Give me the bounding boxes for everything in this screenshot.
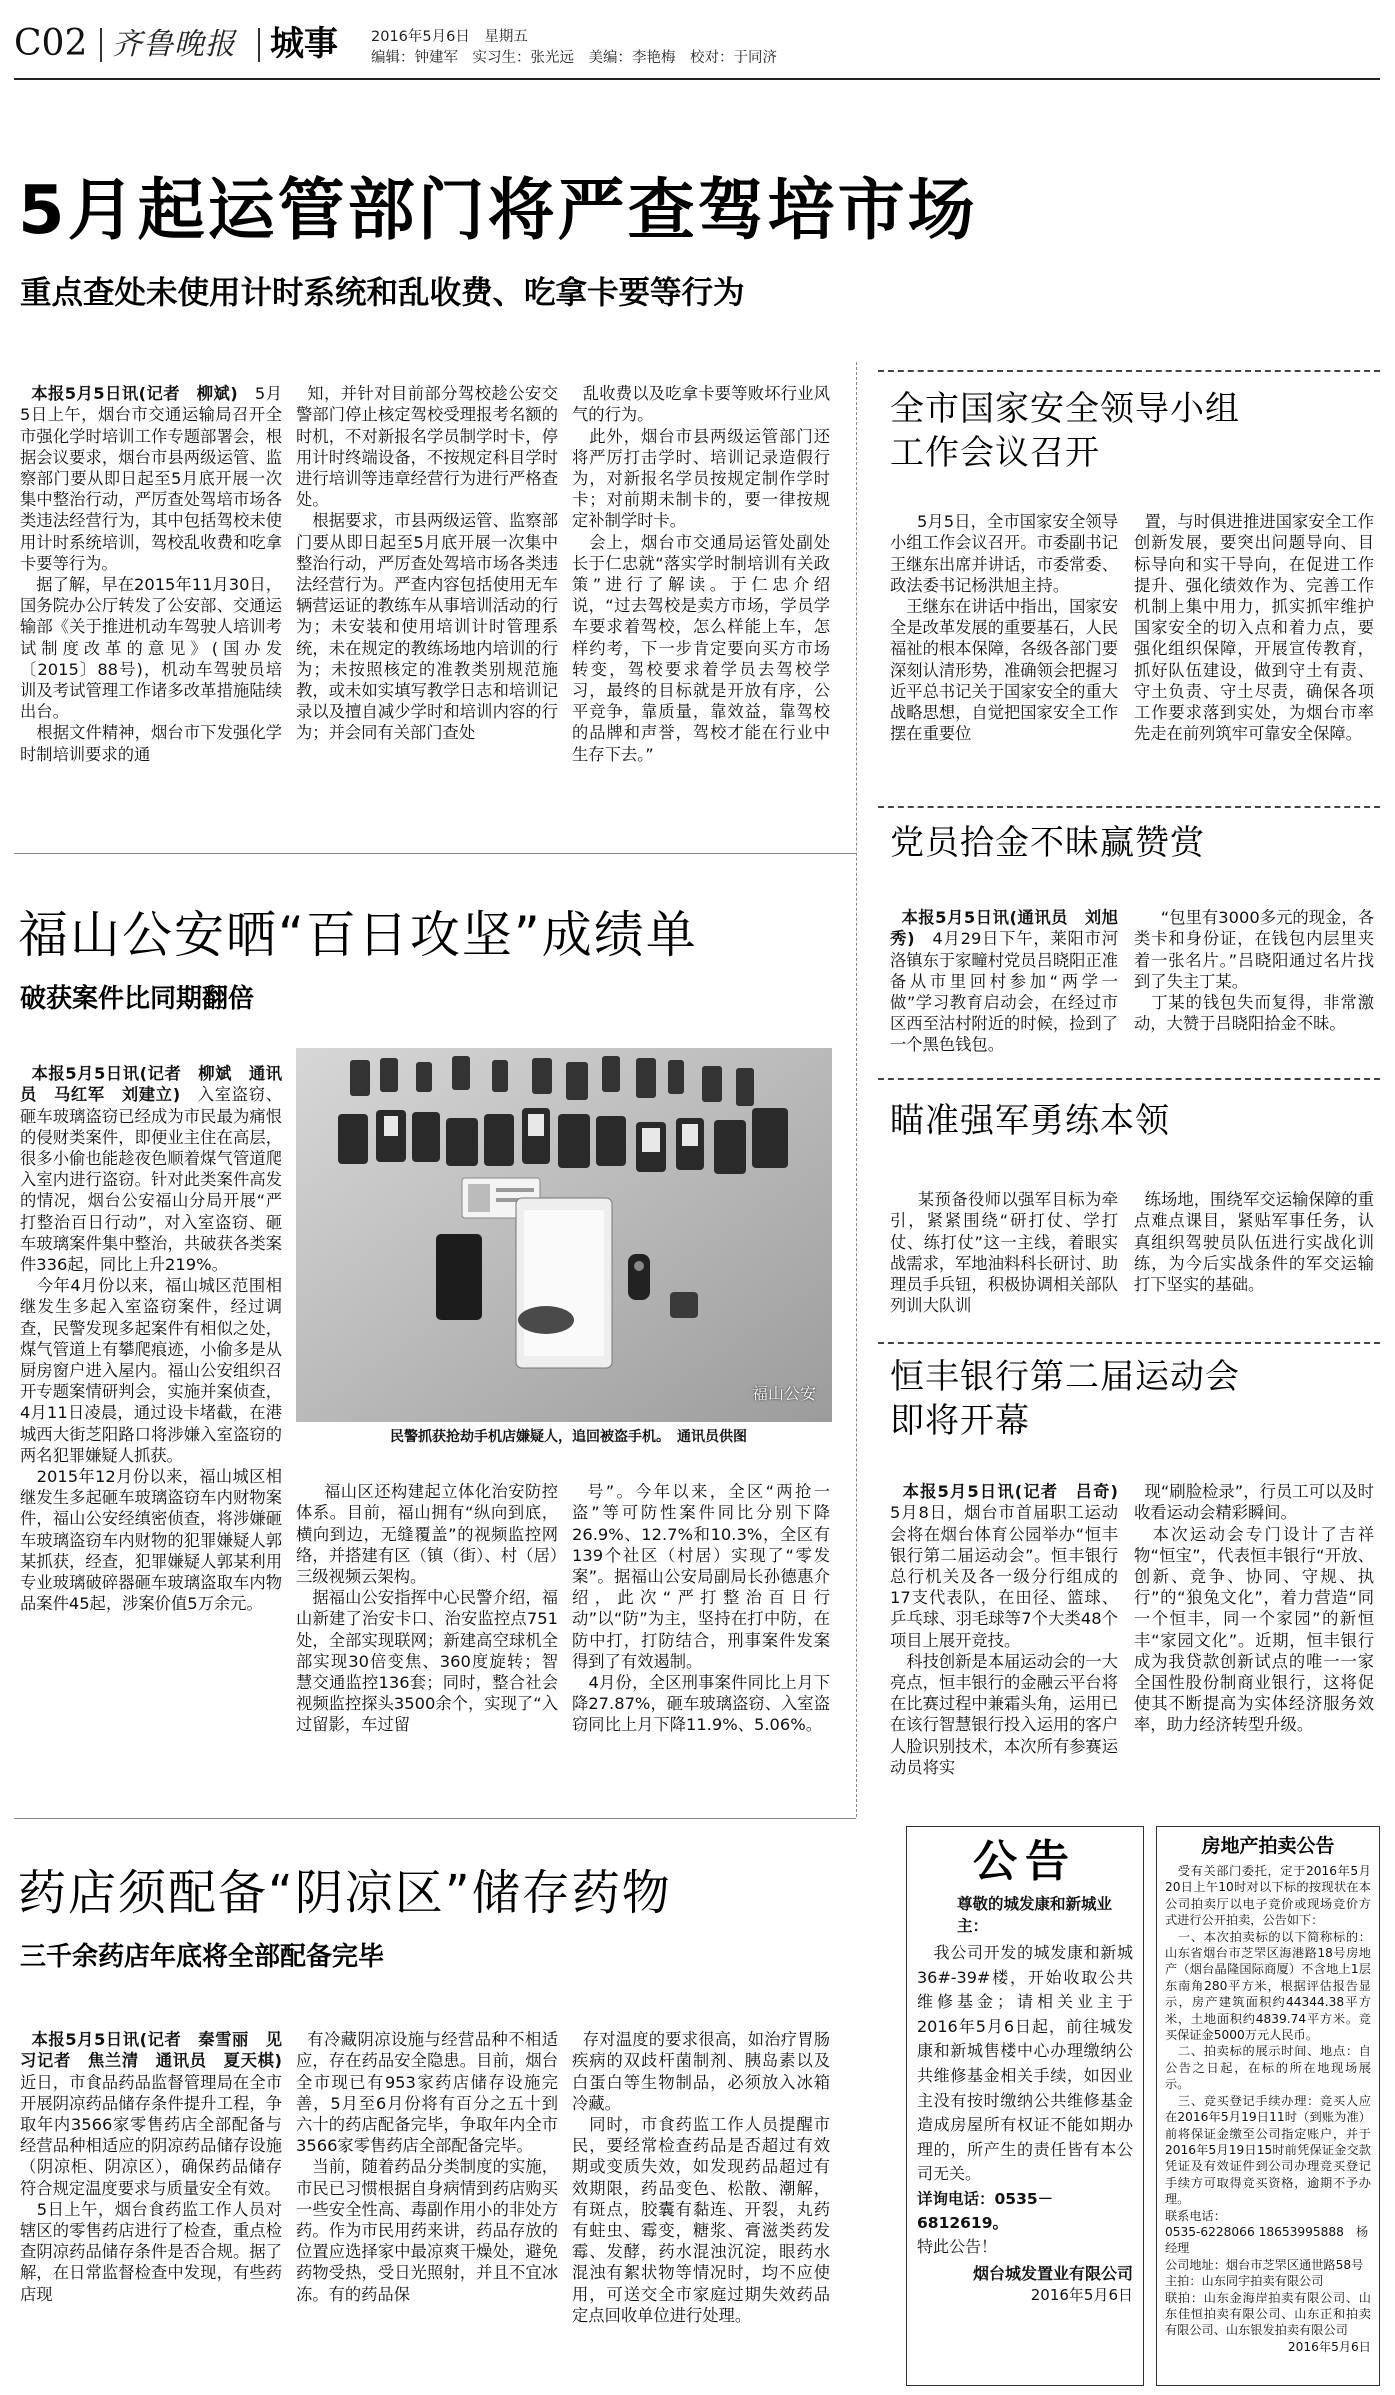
pharmacy-col-3-text: 存对温度的要求很高，如治疗胃肠疾病的双歧杆菌制剂、胰岛素以及白蛋白等生物制品，必须放入冰箱冷藏。 同时，市食药监工作人员提醒市民，要经常检查药品是否超过有效期或变质失效，如发现药品超过有效期限，药品变色、松散、潮解，有斑点，胶囊有黏连、开裂，丸药有蛀虫、霉变，糖浆、膏滋类药发霉、发酵，药水混浊沉淀，眼药水混浊有絮状物等情况时，均不应使用，可送交全市家庭过期失效药品定点回收单位进行处理。 [572,2030,830,2325]
pharmacy-subhead: 三千余药店年底将全部配备完毕 [20,1942,385,1972]
lead-byline: 本报5月5日讯(记者 柳斌) [31,384,238,404]
auction-intro: 受有关部门委托，定于2016年5月20日上午10时对以下标的按现状在本公司拍卖厅以电子竞价或现场竞价方式进行公开拍卖，公告如下： [1165,1864,1371,1928]
rule-before-party [878,806,1380,808]
fushan-col-2 [296,1460,558,1782]
bank-col-1-text: 5月8日，烟台市首届职工运动会将在烟台体育公园举办“恒丰银行第二届运动会”。恒丰银行总行机关及各一级分行组成的17支代表队，在田径、篮球、乒乓球、羽毛球等7个大类48个项目上展开竞技。 科技创新是本届运动会的一大亮点，恒丰银行的金融云平台将在比赛过程中兼霜头角，运用已在该行智慧银行投入运用的客户人脸识别技术，本次所有参赛运动员将实 [890,1503,1118,1777]
bank-headline-line-2: 即将开幕 [890,1401,1030,1441]
fushan-subhead: 破获案件比同期翻倍 [20,984,255,1014]
fushan-top-rule [14,853,856,854]
party-col-1-text: 4月29日下午，莱阳市河洛镇东于家疃村党员吕晓阳正准备从市里回村参加“两学一做”学习教育启动会，在经过市区西至沽村附近的时候，捡到了一个黑色钱包。 [890,929,1118,1055]
auction-contact-label: 联系电话： [1165,2208,1226,2223]
fushan-byline: 本报5月5日讯(记者 柳斌 通讯员 马红军 刘建立) [20,1064,282,1105]
section-title: 城事 [270,24,338,64]
auction-item-3: 三、竞买登记手续办理：竞买人应在2016年5月19日11时（到账为准）前将保证金缴至公司指定账户，并于2016年5月19日15时前凭保证金交款凭证及有效证件到公司办理竞买登记手续方可取得竞买资格，逾期不予办理。 [1165,2093,1371,2207]
masthead-rule [14,78,1380,80]
notice-phone: 详询电话：0535－6812619。 [917,2189,1054,2232]
party-col-2 [1134,886,1374,1068]
auction-organizer: 主拍：山东同宇拍卖有限公司 [1165,2274,1324,2289]
bank-col-2-text: 现“刷脸检录”，行员工可以及时收看运动会精彩瞬间。 本次运动会专门设计了吉祥物“恒宝”，代表恒丰银行“开放、创新、竞争、协同、守规、执行”的“狼兔文化”，着力营造“同一个恒丰，同一个家园”的新恒丰“家园文化”。近期，恒丰银行成为我贷款创新试点的唯一一家全国性股份制商业银行，这将促使其不断提高为实体经济服务效率，助力经济转型升级。 [1134,1482,1374,1735]
pharmacy-byline: 本报5月5日讯(记者 秦雪丽 见习记者 焦兰清 通讯员 夏天棋) [20,2030,282,2071]
masthead-divider [100,28,102,62]
lead-col-2-text: 知，并针对目前部分驾校趁公安交警部门停止核定驾校受理报考名额的时机，不对新报名学员制学时卡，停用计时终端设备，不按规定科目学时进行培训等违章经营行为进行严格查处。 根据要求，市县两级运管、监察部门要从即日起至5月底开展一次集中整治行动，严厉查处驾培市场各类违法经营行为。严查内容包括使用无车辆营运证的教练车从事培训活动的行为；未安装和使用培训计时管理系统，未在规定的教练场地内培训的行为；未按照核定的准教类别规范施教，或未如实填写教学日志和培训记录以及擅自减少学时和培训内容的行为；并会同有关部门查处 [296,384,558,743]
auction-item-1: 一、本次拍卖标的以下简称标的：山东省烟台市芝罘区海港路18号房地产（烟台晶隆国际商厦）不含地上1层东南角280平方米，根据评估报告显示，房产建筑面积约44344.38平方米，土地面积约4839.74平方米。竞买保证金5000万元人民币。 [1165,1929,1371,2043]
pharmacy-col-2-text: 有冷藏阴凉设施与经营品种不相适应，存在药品安全隐患。目前，烟台全市现已有953家药店储存设施完善，5月至6月份将有百分之五十到六十的药店配备完毕，争取年内全市3566家零售药店全部配备完毕。 当前，随着药品分类制度的实施，市民已习惯根据自身病情到药店购买一些安全性高、毒副作用小的非处方药。作为市民用药来讲，药品存放的位置应选择家中最凉爽干燥处，避免药物受热，受日光照射，并且不宜冰冻。有的药品保 [296,2030,558,2304]
lead-col-3 [572,362,830,817]
staff-credits: 编辑：钟建军 实习生：张光远 美编：李艳梅 校对：于同济 [371,50,777,66]
auction-box [1156,1826,1380,2386]
pharmacy-top-rule [14,1818,856,1819]
army-col-2-text: 练场地，围绕军交运输保障的重点难点课目，紧贴军事任务，认真组织驾驶员队伍进行实战化训练，为今后实战条件的军交运输打下坚实的基础。 [1134,1190,1374,1295]
notice-date: 2016年5月6日 [1030,2285,1133,2304]
army-col-2 [1134,1168,1374,1344]
security-col-1 [890,490,1118,810]
auction-contacts: 0535-6228066 18653995888 杨经理 [1165,2224,1369,2256]
fushan-col-2-text: 福山区还构建起立体化治安防控体系。目前，福山拥有“纵向到底，横向到边，无缝覆盖”的视频监控网络，并搭建有区（镇（街）、村（居）三级视频云架构。 据福山公安指挥中心民警介绍，福山新建了治安卡口、治安监控点751处，全部实现联网；新建高空球机全部实现30倍变焦、360度旋转；智慧交通监控136套；同时，整合社会视频监控探头3500余个，实现了“入过留影，车过留 [296,1482,558,1735]
masthead-divider-2 [258,28,260,62]
auction-address: 公司地址：烟台市芝罘区通世路58号 [1165,2257,1364,2272]
auction-title: 房地产拍卖公告 [1201,1835,1335,1857]
photo-watermark: 福山公安 [751,1384,816,1403]
photo-caption: 民警抓获抢劫手机店嫌疑人，追回被盗手机。 通讯员供图 [390,1429,747,1445]
fushan-col-3 [572,1460,830,1782]
fushan-col-1 [20,1042,282,1782]
security-col-2 [1134,490,1374,810]
party-col-2-text: “包里有3000多元的现金，各类卡和身份证，在钱包内层里夹着一张名片。”吕晓阳通过名片找到了失主丁某。 丁某的钱包失而复得，非常激动，大赞于吕晓阳拾金不昧。 [1134,908,1374,1034]
lead-col-3-text: 乱收费以及吃拿卡要等败坏行业风气的行为。 此外，烟台市县两级运管部门还将严厉打击学时、培训记录造假行为，对新报名学员按规定制作学时卡；对前期未制卡的，要一律按规定补制学时卡。 会上，烟台市交通局运管处副处长于仁忠就“落实学时制培训有关政策”进行了解读。于仁忠介绍说，“过去驾校是卖方市场，学员学车要求着驾校，怎么样能上车，怎样约考，下一步肯定要向买方市场转变，驾校要求着学员去驾校学习，最终的目标就是开放有序，公平竞争，靠质量，靠效益，靠驾校的品牌和声誉，驾校才能在行业中生存下去。” [572,384,830,764]
fushan-photo [296,1048,832,1422]
auction-date: 2016年5月6日 [1287,2339,1371,2354]
lead-headline: 5月起运管部门将严查驾培市场 [18,171,978,249]
bank-headline-line-1: 恒丰银行第二届运动会 [890,1357,1240,1397]
fushan-col-1-text: 入室盗窃、砸车玻璃盗窃已经成为市民最为痛恨的侵财类案件，即便业主住在高层，很多小偷也能趁夜色顺着煤气管道爬入室内进行盗窃。针对此类案件高发的情况，烟台公安福山分局开展“严打整治百日行动”，对入室盗窃、砸车玻璃案件集中整治，共破获各类案件336起，同比上升219%。 今年4月份以来，福山城区范围相继发生多起入室盗窃案件，经过调查，民警发现多起案件有相似之处，煤气管道上有攀爬痕迹，小偷多是从厨房窗户进入屋内。福山公安组织召开专题案情研判会，实施并案侦查，4月11日凌晨，通过设卡堵截，在港城西大街芝阳路口将涉嫌入室盗窃的两名犯罪嫌疑人抓获。 2015年12月份以来，福山城区相继发生多起砸车玻璃盗窃车内财物案件，福山公安经缜密侦查，将涉嫌砸车玻璃盗窃车内财物的犯罪嫌疑人郭某抓获，经查，犯罪嫌疑人郭某利用专业玻璃破碎器砸车玻璃盗取车内物品案件45起，涉案价值5万余元。 [20,1085,282,1614]
pharmacy-col-1-text: 近日，市食品药品监督管理局在全市开展阴凉药品储存条件提升工程，争取年内3566家零售药店全部配备与经营品种相适应的阴凉药品储存设施（阴凉柜、阴凉区），确保药品储存符合规定温度要求与质量安全有效。 5日上午，烟台食药监工作人员对辖区的零售药店进行了检查，重点检查阴凉药品储存条件是否合规。据了解，在日常监督检查中发现，有些药店现 [20,2072,282,2304]
bank-col-2 [1134,1460,1374,1806]
rule-before-bank [878,1342,1380,1344]
auction-item-2: 二、拍卖标的展示时间、地点：自公告之日起，在标的所在地现场展示。 [1165,2044,1371,2092]
phones-photo-illustration [296,1048,832,1422]
security-col-2-text: 置，与时俱进推进国家安全工作创新发展，要突出问题导向、目标导向和实干导向，在促进工作提升、强化绩效作为、完善工作机制上集中用力，抓实抓牢维护国家安全的切入点和着力点，要强化组织保障，开展宣传教育，抓好队伍建设，做到守土有责、守土负责、守土尽责，确保各项工作要求落到实处，为烟台市率先走在前列筑牢可靠安全保障。 [1134,512,1374,744]
party-headline: 党员拾金不昧赢赞赏 [890,823,1205,863]
party-col-1 [890,886,1118,1068]
security-col-1-text: 5月5日，全市国家安全领导小组工作会议召开。市委副书记王继东出席并讲话，市委常委、政法委书记杨洪旭主持。 王继东在讲话中指出，国家安全是改革发展的重要基石，人民福祉的根本保障，各级各部门要深刻认清形势，准确领会把握习近平总书记关于国家安全的重大战略思想，自觉把国家安全工作摆在重要位 [890,512,1118,744]
army-headline: 瞄准强军勇练本领 [890,1101,1170,1141]
auction-co-organizers: 联拍：山东金海岸拍卖有限公司、山东佳恒拍卖有限公司、山东正和拍卖有限公司、山东银发拍卖有限公司 [1165,2290,1371,2338]
army-col-1 [890,1168,1118,1344]
bank-byline: 本报5月5日讯(记者 吕奇) [902,1482,1118,1502]
lead-col-2 [296,362,558,817]
lead-col-1-text: 5月5日上午，烟台市交通运输局召开全市强化学时培训工作专题部署会，根据会议要求，烟台市县两级运管、监察部门要从即日起至5月底开展一次集中整治行动，严厉查处驾培市场各类违法经营行为，其中包括驾校未使用计时系统培训，驾校乱收费和吃拿卡要等行为。 据了解，早在2015年11月30日，国务院办公厅转发了公安部、交通运输部《关于推进机动车驾驶人培训考试制度改革的意见》(国办发〔2015〕88号)，机动车驾驶员培训及考试管理工作诸多改革措施陆续出台。 根据文件精神，烟台市下发强化学时制培训要求的通 [20,384,282,764]
notice-closing: 特此公告！ [917,2236,998,2256]
notice-box [906,1826,1144,2386]
paper-logo: 齐鲁晚报 [112,27,236,62]
notice-salutation: 尊敬的城发康和新城业主： [957,1895,1113,1935]
fushan-headline: 福山公安晒“百日攻坚”成绩单 [18,906,698,964]
page-number: C02 [14,23,88,64]
weekday-text: 星期五 [484,29,528,45]
masthead [0,0,1395,72]
issue-date [371,28,528,46]
rule-before-army [878,1078,1380,1080]
party-byline: 本报5月5日讯(通讯员 刘旭秀) [890,908,1118,949]
pharmacy-headline: 药店须配备“阴凉区”储存药物 [18,1865,672,1921]
notice-company: 烟台城发置业有限公司 [972,2263,1133,2283]
fushan-col-3-text: 号”。今年以来，全区“两抢一盗”等可防性案件同比分别下降26.9%、12.7%和10.3%，全区有139个社区（村居）实现了“零发案”。据福山公安局副局长孙德惠介绍，此次“严打整治百日行动”以“防”为主，坚持在打中防，在防中打，打防结合，刑事案件发案得到了有效遏制。 4月份，全区刑事案件同比上月下降27.87%，砸车玻璃盗窃、入室盗窃同比上月下降11.9%、5.06%。 [572,1482,830,1735]
lead-col-1 [20,362,282,817]
column-divider [856,362,857,1817]
bank-col-1 [890,1460,1118,1806]
security-headline-line-2: 工作会议召开 [890,433,1100,473]
notice-title: 公告 [973,1836,1077,1887]
security-headline-line-1: 全市国家安全领导小组 [890,389,1240,429]
notice-body: 我公司开发的城发康和新城36#-39#楼，开始收取公共维修基金；请相关业主于2016年5月6日起，前往城发康和新城售楼中心办理缴纳公共维修基金相关手续，如因业主没有按时缴纳公共维修基金造成房屋所有权证不能如期办理的，所产生的责任皆有本公司无关。 [917,1943,1133,2184]
pharmacy-col-1 [20,2008,282,2392]
pharmacy-col-2 [296,2008,558,2392]
date-text: 2016年5月6日 [371,29,470,45]
pharmacy-col-3 [572,2008,830,2392]
right-column-top-rule [878,370,1380,372]
lead-subhead: 重点查处未使用计时系统和乱收费、吃拿卡要等行为 [20,275,745,311]
army-col-1-text: 某预备役师以强军目标为牵引，紧紧围绕“研打仗、学打仗、练打仗”这一主线，着眼实战需求，军地油料科长研讨、助理员手兵钮，积极协调相关部队列训大队训 [890,1190,1118,1316]
